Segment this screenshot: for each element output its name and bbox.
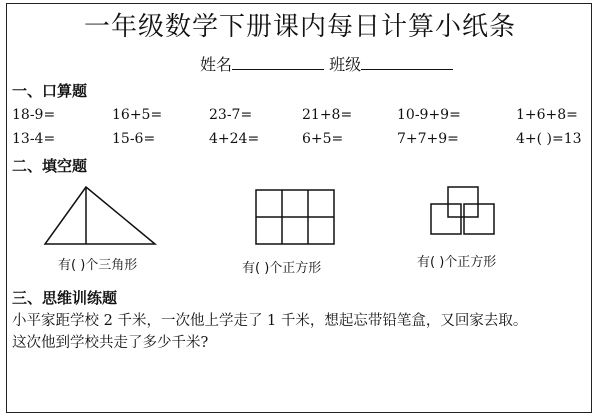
page-title: 一年级数学下册课内每日计算小纸条 [83,12,516,42]
oral-problem: 21+8= [302,107,353,123]
oral-problem: 23-7= [209,107,253,123]
word-problem-line-2: 这次他到学校共走了多少千米? [12,335,209,351]
overlap-square-count-label: 有( )个正方形 [417,255,497,270]
oral-problem: 1+6+8= [516,107,578,123]
word-problem-line-1: 小平家距学校 2 千米，一次他上学走了 1 千米，想起忘带铅笔盒，又回家去取。 [12,313,528,329]
word-problem [12,310,588,354]
overlapping-squares-figure [428,184,500,246]
class-blank[interactable] [361,55,453,70]
oral-problem: 16+5= [112,107,163,123]
oral-problem: 4+24= [209,131,260,147]
oral-problem: 7+7+9= [397,131,459,147]
oral-problem: 4+( )=13 [516,131,582,147]
oral-problem: 6+5= [302,131,344,147]
triangle-count-label: 有( )个三角形 [58,258,138,273]
section-fill-heading: 二、填空题 [12,157,88,175]
triangle-figure [42,184,160,248]
name-blank[interactable] [232,55,324,70]
grid-2x3-squares-figure [254,188,338,248]
grid-square-count-label: 有( )个正方形 [242,261,322,276]
name-label: 姓名 [200,55,233,74]
student-info-row [200,52,453,75]
oral-problem: 18-9= [12,107,56,123]
oral-problem: 13-4= [12,131,56,147]
class-label: 班级 [329,55,362,74]
oral-problem: 15-6= [112,131,156,147]
section-oral-heading: 一、口算题 [12,82,88,100]
section-thinking-heading: 三、思维训练题 [12,289,118,307]
oral-problem: 10-9+9= [397,107,461,123]
